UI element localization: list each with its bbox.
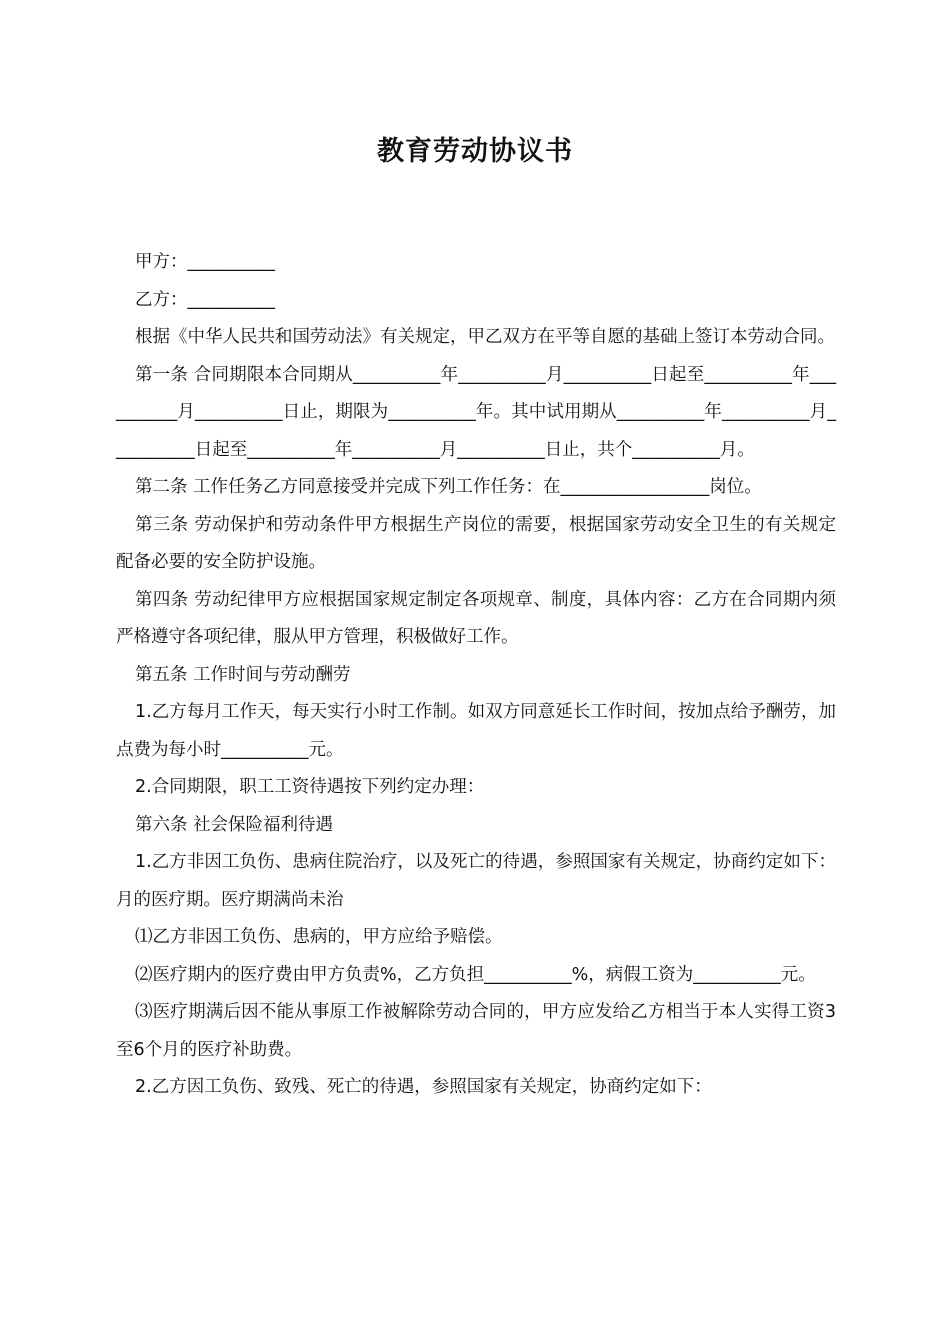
article-6-subitem-3: ⑶医疗期满后因不能从事原工作被解除劳动合同的，甲方应发给乙方相当于本人实得工资3至6个月的医疗补助费。 [116,1002,836,1060]
article-6-item-1: 1.乙方非因工负伤、患病住院治疗，以及死亡的待遇，参照国家有关规定，协商约定如下：月的医疗期。医疗期满尚未治 [116,852,836,910]
article-6-heading: 第六条 社会保险福利待遇 [135,814,334,835]
party-b-line: 乙方：__________ [135,289,275,310]
preamble-paragraph: 根据《中华人民共和国劳动法》有关规定，甲乙双方在平等自愿的基础上签订本劳动合同。 [135,327,835,347]
document-title: 教育劳动协议书 [377,136,573,167]
party-a-line: 甲方：__________ [135,252,275,272]
article-1-paragraph: 第一条 合同期限本合同期从__________年__________月__________日起至__________年__________月__________日止，期限为__________年。其中试用期从__________年__________月__________日起至__________年__________月__________日止，共个__________月。 [116,364,836,460]
article-4-paragraph: 第四条 劳动纪律甲方应根据国家规定制定各项规章、制度，具体内容：乙方在合同期内须严格遵守各项纪律，服从甲方管理，积极做好工作。 [116,589,836,647]
article-2-paragraph: 第二条 工作任务乙方同意接受并完成下列工作任务：在_________________岗位。 [135,477,762,497]
article-5-heading: 第五条 工作时间与劳动酬劳 [135,664,351,685]
article-6-subitem-1: ⑴乙方非因工负伤、患病的，甲方应给予赔偿。 [135,927,503,947]
article-3-paragraph: 第三条 劳动保护和劳动条件甲方根据生产岗位的需要，根据国家劳动安全卫生的有关规定配备必要的安全防护设施。 [116,514,836,572]
document-body [116,244,836,1107]
article-5-item-2: 2.合同期限，职工工资待遇按下列约定办理： [135,777,485,797]
article-6-subitem-2: ⑵医疗期内的医疗费由甲方负责%，乙方负担__________%，病假工资为__________元。 [135,964,816,985]
article-5-item-1: 1.乙方每月工作天，每天实行小时工作制。如双方同意延长工作时间，按加点给予酬劳，加点费为每小时__________元。 [116,702,836,760]
article-6-item-2: 2.乙方因工负伤、致残、死亡的待遇，参照国家有关规定，协商约定如下： [135,1077,712,1097]
